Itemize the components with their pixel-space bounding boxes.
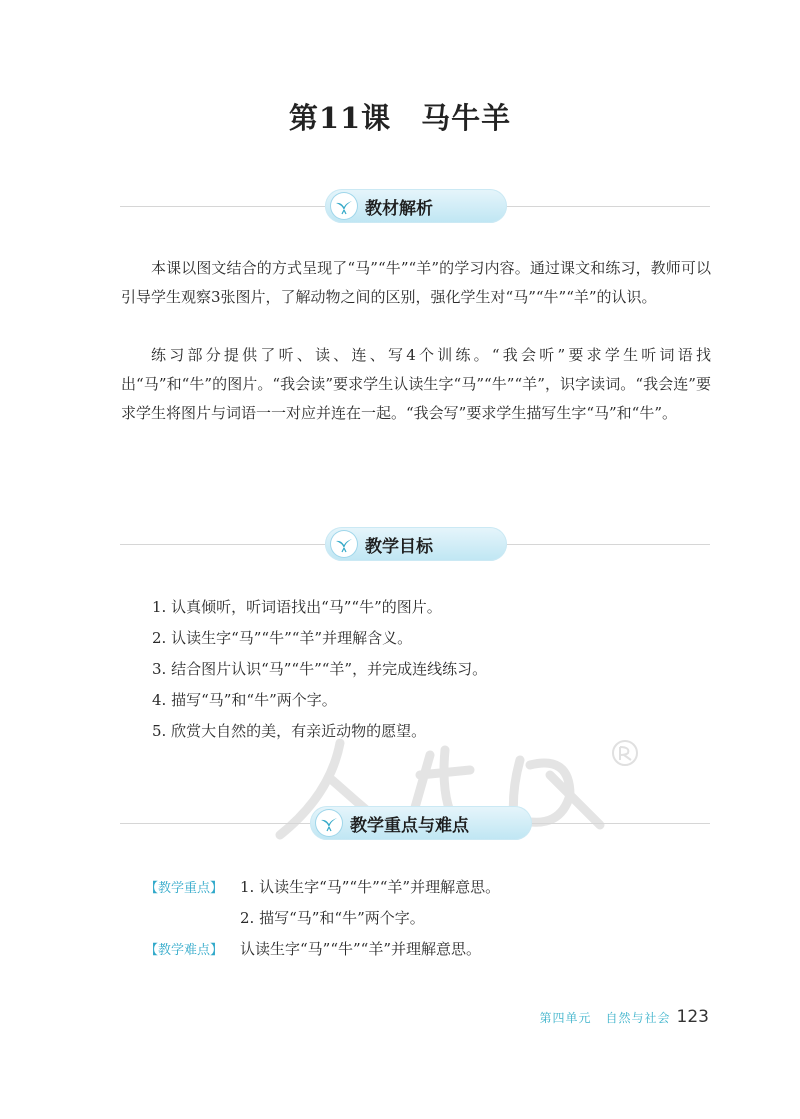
difficult-point-text: 认读生字“马”“牛”“羊”并理解意思。 [240,940,482,958]
section-title: 教学目标 [365,536,433,557]
lesson-number: 第11课 [288,101,392,135]
swallow-bird-icon [316,810,342,836]
key-point-item: 1. 认读生字“马”“牛”“羊”并理解意思。 [240,878,501,896]
difficult-point-label: 【教学难点】 [145,943,224,958]
section-title: 教学重点与难点 [350,815,469,836]
analysis-paragraph-1: 本课以图文结合的方式呈现了“马”“牛”“羊”的学习内容。通过课文和练习，教师可以引导学生观察3张图片，了解动物之间的区别，强化学生对“马”“牛”“羊”的认识。 [121,259,711,306]
key-point-item: 2. 描写“马”和“牛”两个字。 [240,909,425,927]
key-point-label: 【教学重点】 [145,881,224,896]
section-pill [325,189,507,223]
section-header-key-difficult [120,804,710,844]
section-header-analysis [120,187,710,227]
key-point-row-1 [145,876,500,897]
key-point-row-2 [145,907,425,928]
lesson-title [0,96,800,137]
list-item: 1. 认真倾听，听词语找出“马”“牛”的图片。 [152,598,442,616]
unit-title: 自然与社会 [605,1011,671,1025]
swallow-bird-icon [331,193,357,219]
section-pill [325,527,507,561]
unit-label: 第四单元 [539,1011,592,1025]
list-item: 4. 描写“马”和“牛”两个字。 [152,691,337,709]
section-title: 教材解析 [365,198,433,219]
list-item: 3. 结合图片认识“马”“牛”“羊”，并完成连线练习。 [152,660,488,678]
lesson-name: 马牛羊 [421,101,512,135]
section-header-goals [120,525,710,565]
section-pill [310,806,532,840]
page-number: 123 [676,1007,709,1027]
analysis-paragraph-2: 练习部分提供了听、读、连、写4个训练。“我会听”要求学生听词语找出“马”和“牛”的图片。“我会读”要求学生认读生字“马”“牛”“羊”，识字读词。“我会连”要求学生将图片与词语一一对应并连在一起。“我会写”要求学生描写生字“马”和“牛”。 [121,346,711,422]
goals-list [152,592,487,747]
list-item: 5. 欣赏大自然的美，有亲近动物的愿望。 [152,722,427,740]
swallow-bird-icon [331,531,357,557]
list-item: 2. 认读生字“马”“牛”“羊”并理解含义。 [152,629,413,647]
difficult-point-row [145,938,481,959]
page-footer [540,1007,709,1027]
